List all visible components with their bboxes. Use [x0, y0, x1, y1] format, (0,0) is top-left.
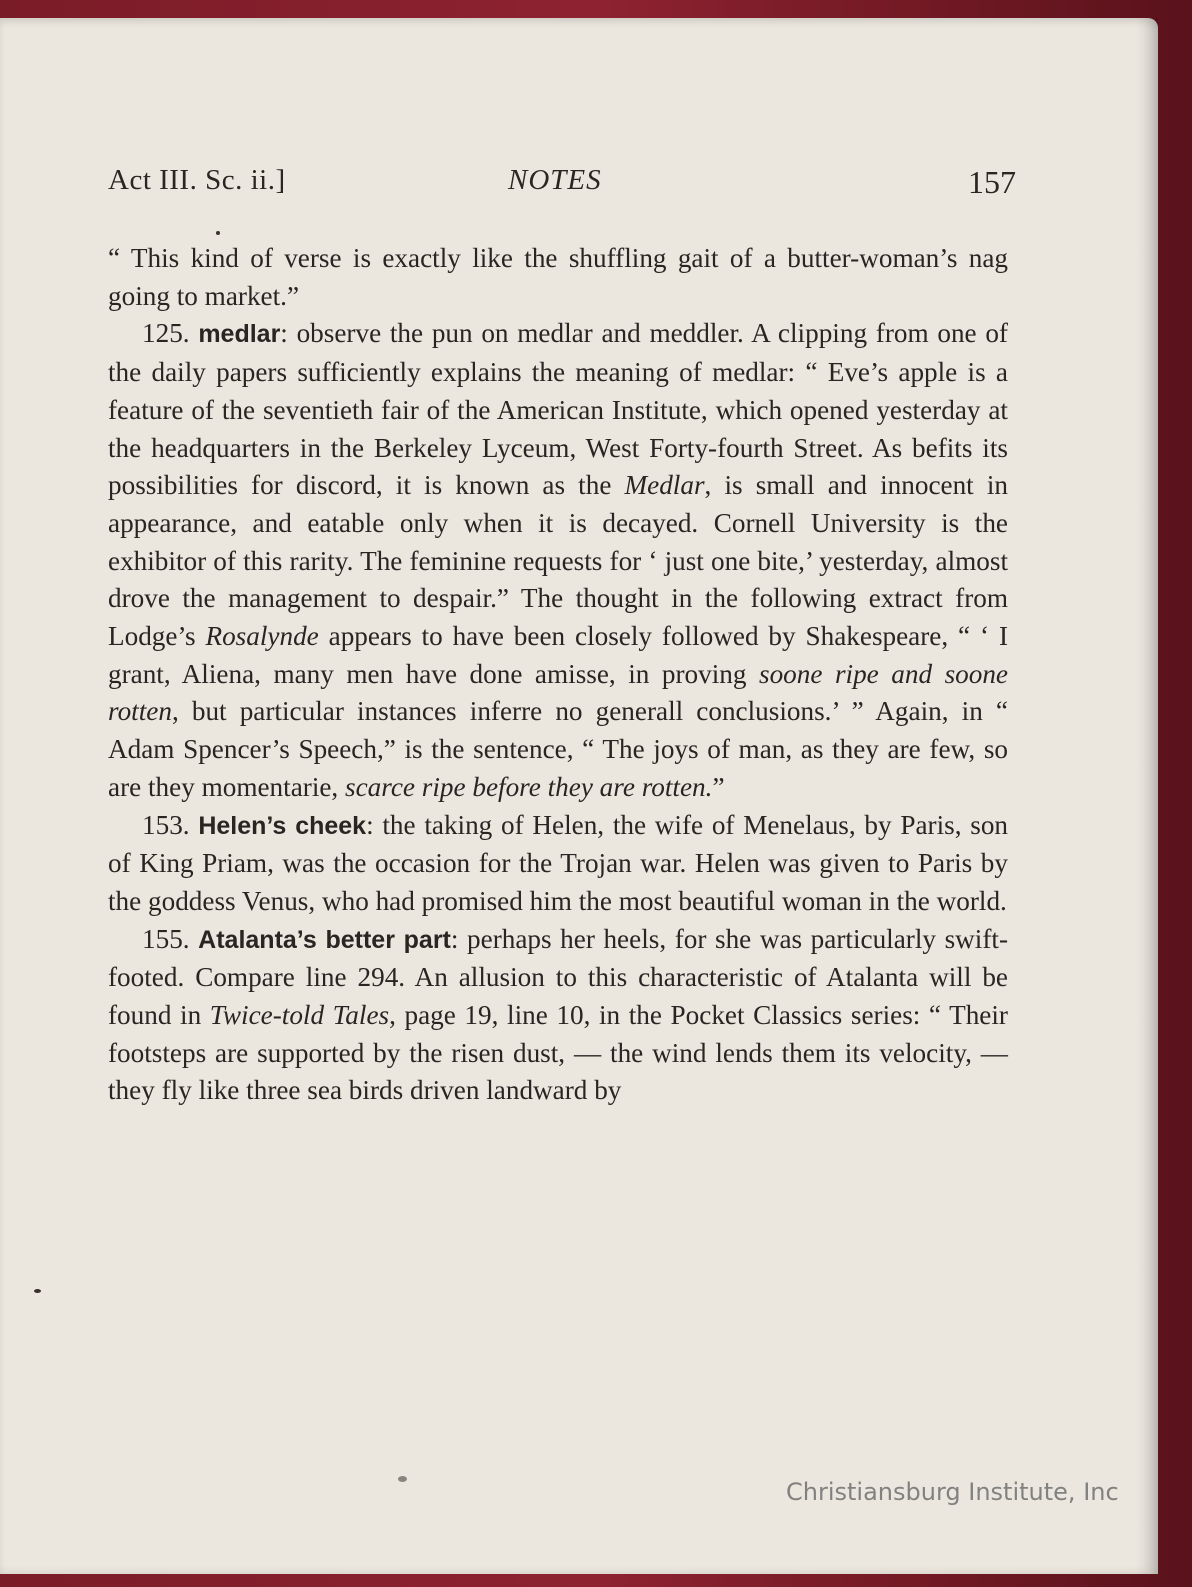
- quote-continuation: [108, 240, 1008, 315]
- note-keyword: Helen’s cheek: [198, 811, 367, 840]
- note-number: 125.: [142, 318, 190, 349]
- running-head-section: Act III. Sc. ii.]: [108, 164, 286, 196]
- page-edge-shadow: [1136, 18, 1158, 1574]
- note-italic-scarce-ripe: scarce ripe before they are rotten.: [345, 771, 713, 802]
- page-speck: [398, 1476, 407, 1482]
- notes-body: [108, 240, 1008, 1110]
- note-text: , but particular instances inferre no generall conclusions.’ ” Again, in “ Adam Spencer’s Speech,” is the sentence, “ The joys of man, as they are few, so are they momentarie,: [108, 696, 1008, 802]
- note-text: : the taking of Helen, the wife of Menelaus, by Paris, son of King Priam, was the occasion for the Trojan war. Helen was given to Paris by the goddess Venus, who had promised him the most beautiful woman in the world.: [108, 809, 1009, 916]
- quote-text: “ This kind of verse is exactly like the shuffling gait of a butter-woman’s nag going to market.”: [108, 243, 1008, 311]
- note-153: [108, 807, 1008, 921]
- note-number: 153.: [142, 809, 190, 840]
- note-text: appears to have been closely followed by Shakespeare, “ ‘ I grant, Aliena, many men have done amisse, in proving: [108, 621, 1008, 689]
- note-italic-rosalynde: Rosalynde: [205, 621, 319, 652]
- note-text: , page 19, line 10, in the Pocket Classics series: “ Their footsteps are supported by the risen dust, — the wind lends them its velocity, — they fly like three sea birds driven landward by: [108, 1000, 1008, 1106]
- note-number: 155.: [142, 923, 190, 954]
- note-125: [108, 315, 1008, 806]
- note-text: : observe the pun on medlar and meddler. A clipping from one of the daily papers sufficiently explains the meaning of medlar: “ Eve’s apple is a feature of the seventieth fair of the American Institute, which opened yesterday at the headquarters in the Berkeley Lyceum, West Forty-fourth Street. As befits its possibilities for discord, it is known as the: [108, 318, 1008, 501]
- note-text: ”: [712, 771, 725, 802]
- running-head: [108, 164, 1016, 204]
- watermark: Christiansburg Institute, Inc: [786, 1478, 1119, 1506]
- note-italic-soone-ripe: soone ripe and soone rotten: [108, 658, 1008, 727]
- note-155: [108, 921, 1008, 1111]
- note-italic-twice-told-tales: Twice-told Tales: [209, 1000, 390, 1031]
- page-speck: [34, 1289, 41, 1293]
- page-number: 157: [968, 164, 1016, 200]
- note-text: : perhaps her heels, for she was particularly swift-footed. Compare line 294. An allusion to this characteristic of Atalanta will be found in: [108, 923, 1009, 1031]
- note-text: , is small and innocent in appearance, and eatable only when it is decayed. Cornell University is the exhibitor of this rarity. The feminine requests for ‘ just one bite,’ yesterday, almost drove the management to despair.” The thought in the following extract from Lodge’s: [108, 470, 1008, 652]
- running-head-title: NOTES: [508, 164, 602, 196]
- note-italic-medlar: Medlar: [624, 470, 705, 501]
- note-keyword: Atalanta’s better part: [198, 925, 451, 954]
- note-keyword: medlar: [198, 320, 281, 349]
- page-speck: [216, 231, 220, 235]
